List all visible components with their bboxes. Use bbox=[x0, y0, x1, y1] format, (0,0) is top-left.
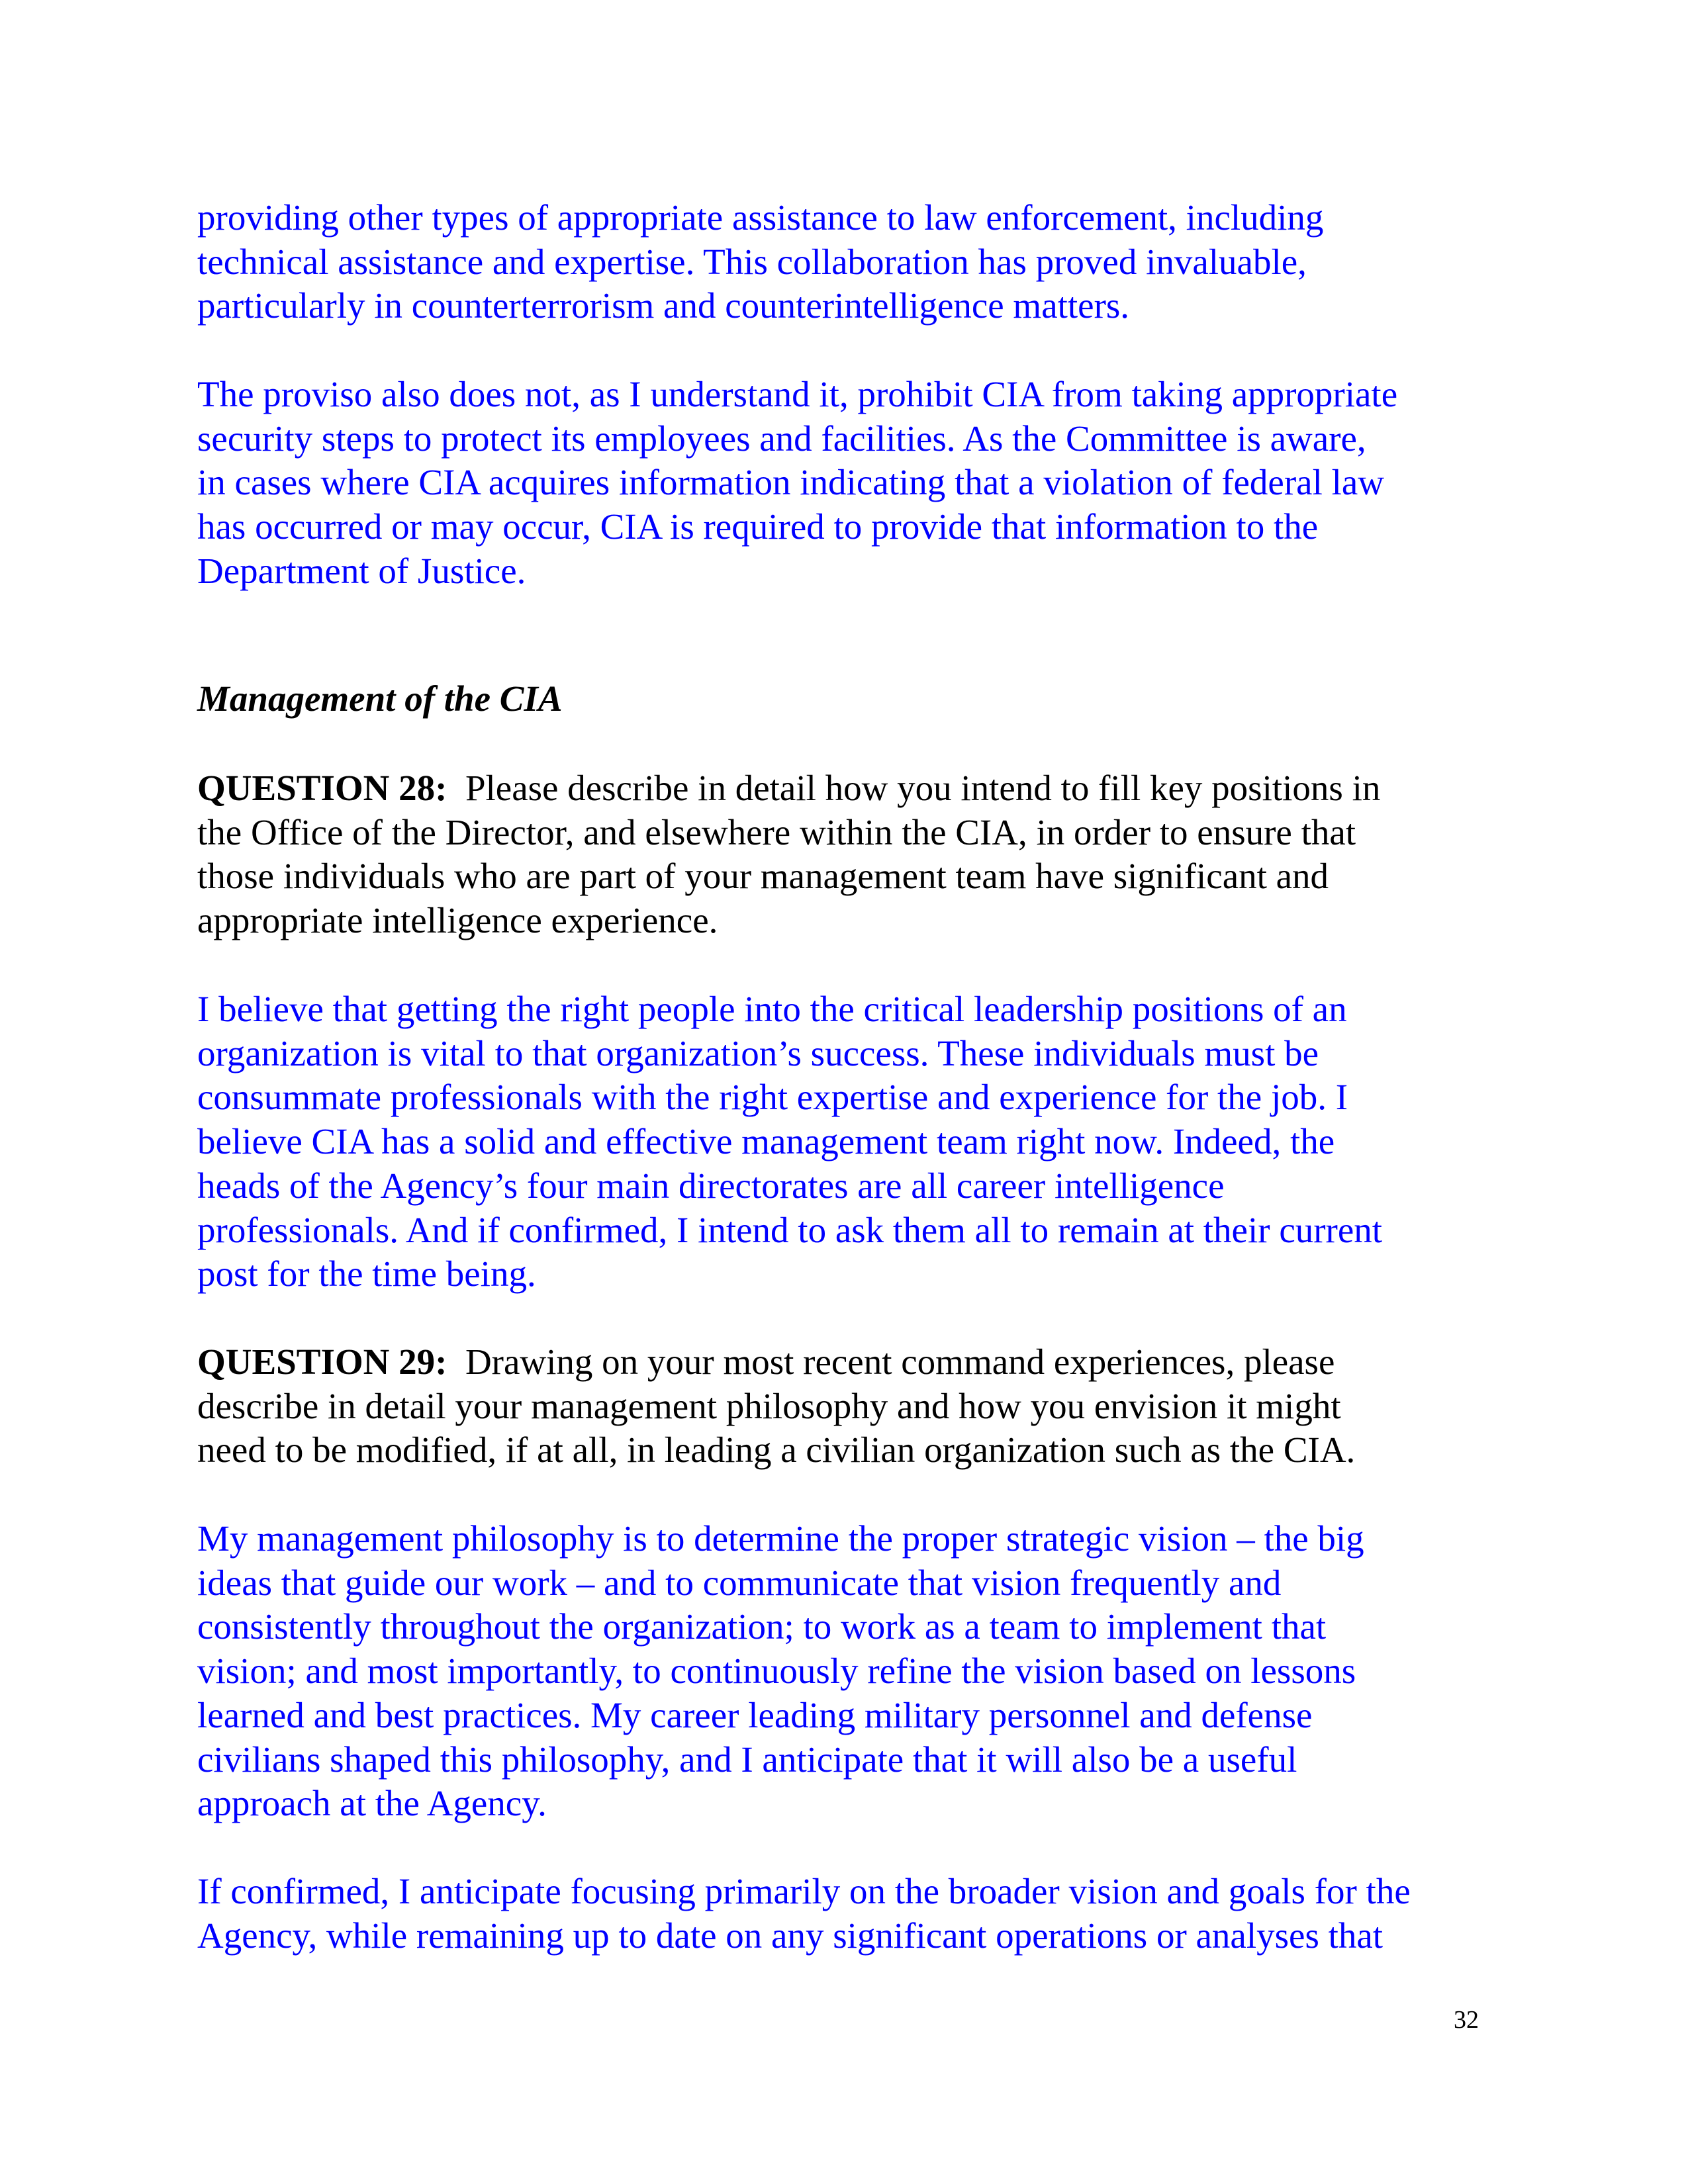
text-line: ideas that guide our work – and to communicate that vision frequently and bbox=[197, 1562, 1282, 1603]
question-label: QUESTION 29: bbox=[197, 1342, 447, 1382]
text-line: describe in detail your management philosophy and how you envision it might bbox=[197, 1385, 1341, 1426]
text-line: appropriate intelligence experience. bbox=[197, 900, 718, 941]
text-line: believe CIA has a solid and effective management team right now. Indeed, the bbox=[197, 1121, 1335, 1162]
answer-28 bbox=[197, 987, 1382, 1297]
text-line: Please describe in detail how you intend to fill key positions in bbox=[447, 768, 1381, 808]
text-line: I believe that getting the right people into the critical leadership positions of an bbox=[197, 989, 1347, 1029]
answer-29-continued bbox=[197, 1870, 1411, 1958]
text-line: consistently throughout the organization; to work as a team to implement that bbox=[197, 1606, 1327, 1647]
answer-29 bbox=[197, 1517, 1364, 1826]
text-line: learned and best practices. My career leading military personnel and defense bbox=[197, 1694, 1313, 1735]
text-line: need to be modified, if at all, in leading a civilian organization such as the CIA. bbox=[197, 1430, 1356, 1471]
text-line: in cases where CIA acquires information indicating that a violation of federal law bbox=[197, 462, 1385, 503]
text-line: providing other types of appropriate assistance to law enforcement, including bbox=[197, 197, 1324, 238]
proviso-paragraph bbox=[197, 373, 1397, 594]
text-line: My management philosophy is to determine the proper strategic vision – the big bbox=[197, 1518, 1364, 1559]
text-line: technical assistance and expertise. This collaboration has proved invaluable, bbox=[197, 241, 1307, 282]
question-label: QUESTION 28: bbox=[197, 768, 447, 808]
text-line: organization is vital to that organization’s success. These individuals must be bbox=[197, 1032, 1319, 1073]
text-line: has occurred or may occur, CIA is required to provide that information to the bbox=[197, 506, 1319, 547]
text-line: the Office of the Director, and elsewhere within the CIA, in order to ensure that bbox=[197, 811, 1356, 852]
question-28 bbox=[197, 766, 1380, 943]
text-line: particularly in counterterrorism and counterintelligence matters. bbox=[197, 285, 1130, 326]
text-line: civilians shaped this philosophy, and I anticipate that it will also be a useful bbox=[197, 1739, 1297, 1780]
text-line: vision; and most importantly, to continuously refine the vision based on lessons bbox=[197, 1651, 1356, 1692]
text-line: heads of the Agency’s four main directorates are all career intelligence bbox=[197, 1165, 1225, 1206]
text-line: consummate professionals with the right expertise and experience for the job. I bbox=[197, 1077, 1348, 1118]
text-line: Drawing on your most recent command experiences, please bbox=[447, 1342, 1335, 1382]
text-line: If confirmed, I anticipate focusing primarily on the broader vision and goals for the bbox=[197, 1871, 1411, 1911]
text-line: Agency, while remaining up to date on any significant operations or analyses that bbox=[197, 1915, 1383, 1956]
text-line: post for the time being. bbox=[197, 1253, 536, 1295]
text-line: security steps to protect its employees and facilities. As the Committee is aware, bbox=[197, 418, 1366, 459]
text-line: approach at the Agency. bbox=[197, 1783, 547, 1824]
page-number: 32 bbox=[1454, 2006, 1479, 2034]
text-line: The proviso also does not, as I understand it, prohibit CIA from taking appropriate bbox=[197, 374, 1398, 414]
text-line: professionals. And if confirmed, I intend to ask them all to remain at their current bbox=[197, 1209, 1383, 1250]
question-29 bbox=[197, 1340, 1355, 1473]
answer-continuation-paragraph bbox=[197, 196, 1323, 328]
text-line: Department of Justice. bbox=[197, 550, 526, 591]
section-heading: Management of the CIA bbox=[197, 678, 563, 719]
text-line: those individuals who are part of your management team have significant and bbox=[197, 856, 1329, 897]
